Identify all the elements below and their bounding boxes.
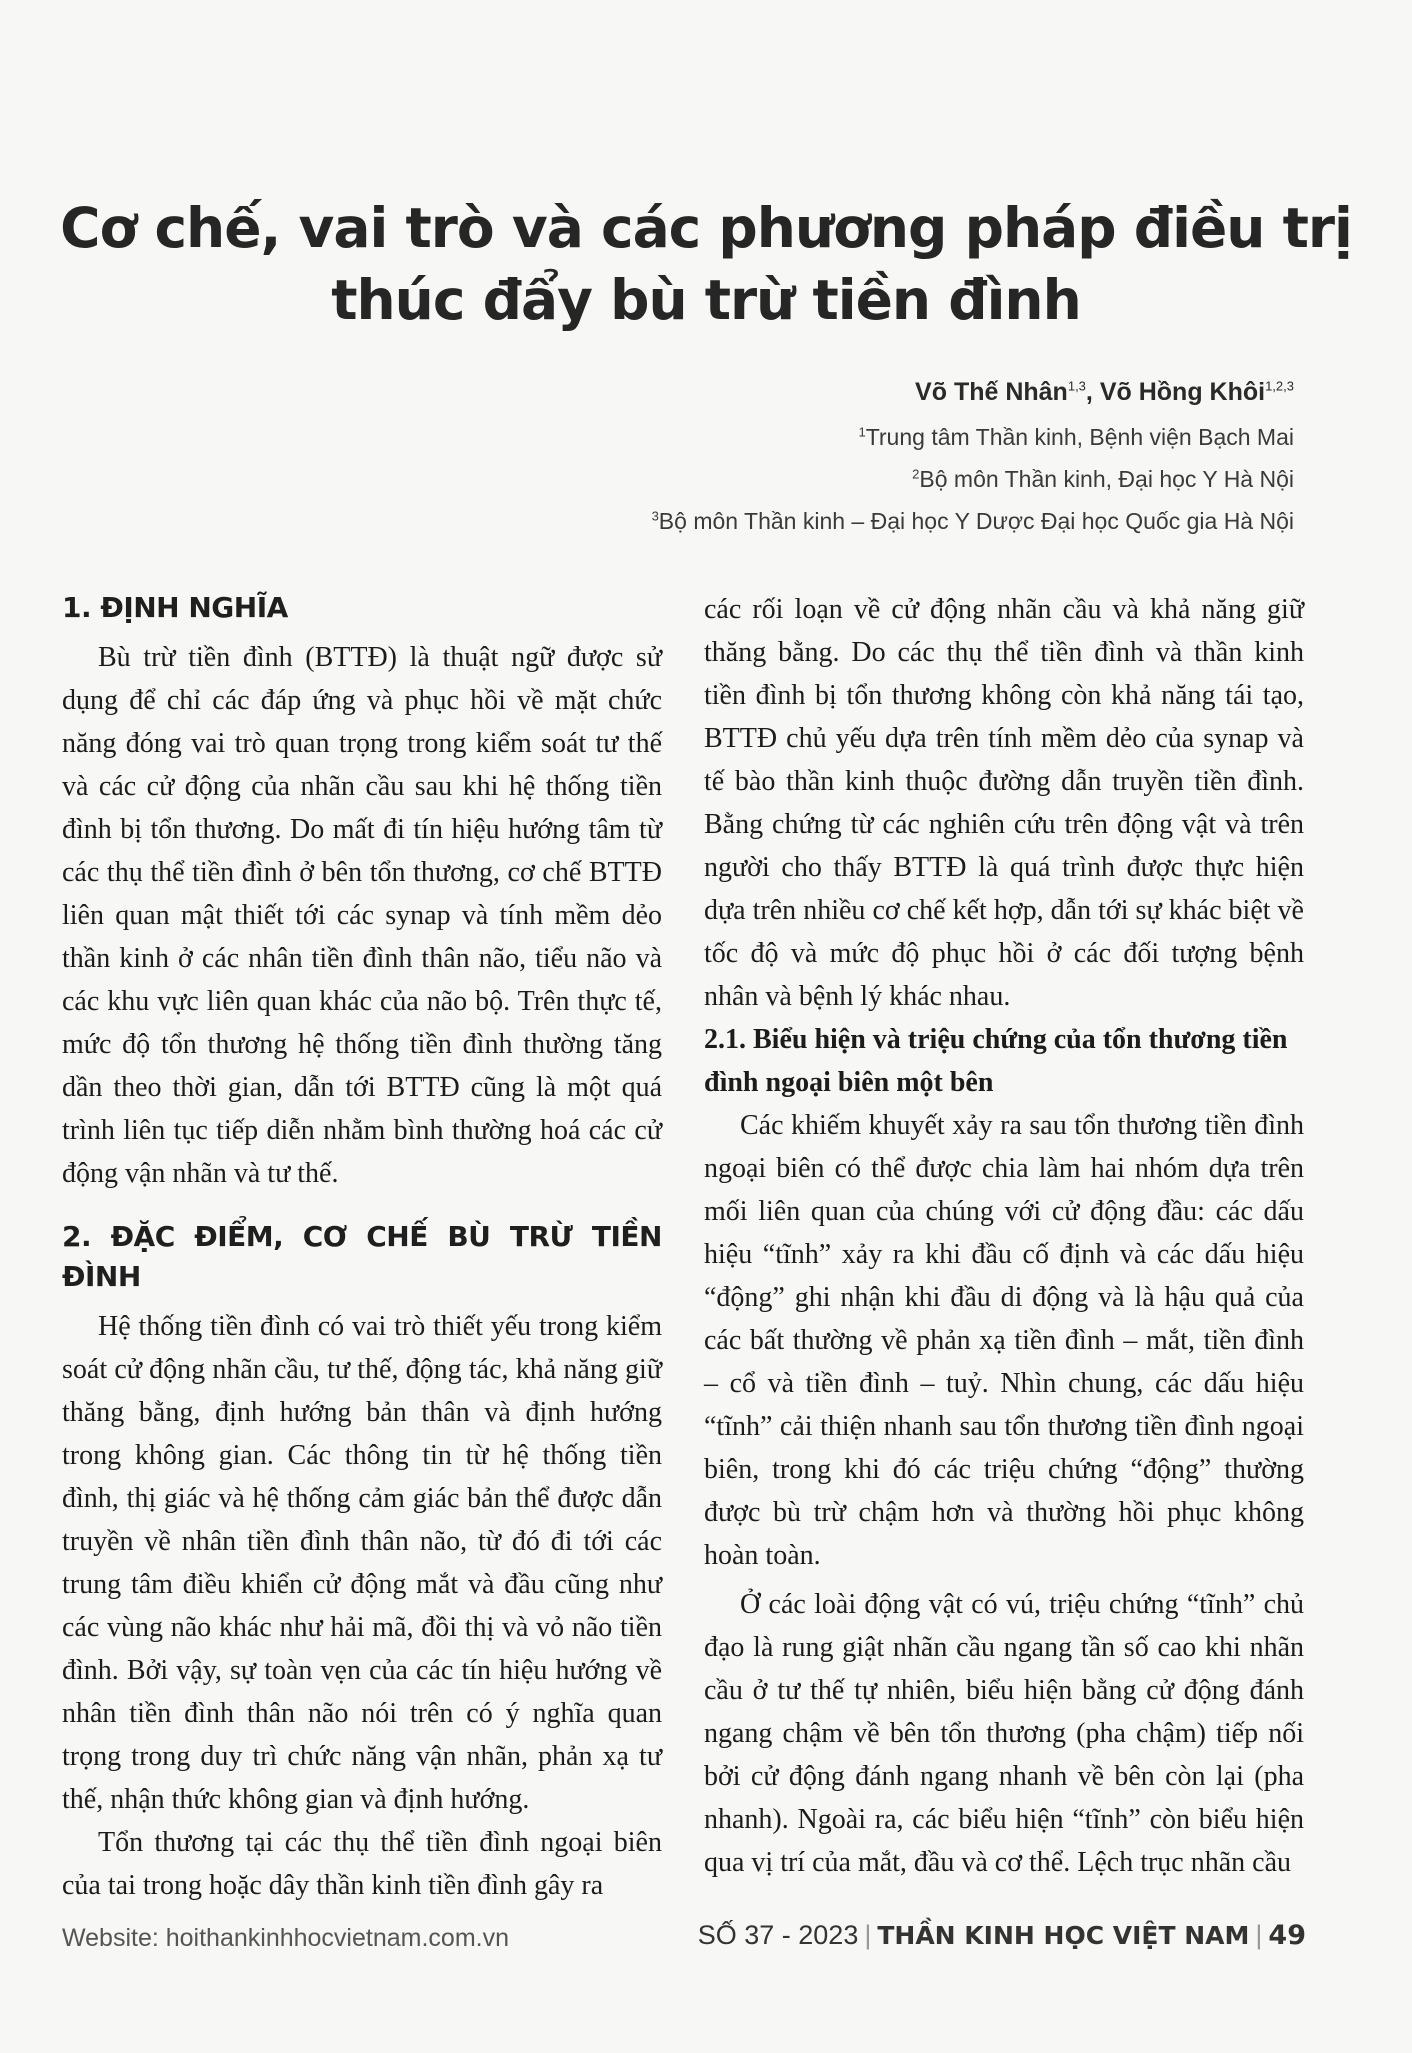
author-2-affiliation: 1,2,3 [1265,378,1294,394]
page-number: 49 [1268,1920,1306,1951]
footer-journal-info: SỐ 37 - 2023 | THẦN KINH HỌC VIỆT NAM | 49 [697,1920,1306,1951]
author-1-affiliation: 1,3 [1067,378,1086,394]
author-list [915,378,1294,407]
section-2-1-heading: 2.1. Biểu hiện và triệu chứng của tổn thương tiền đình ngoại biên một bên [704,1024,1288,1098]
section-2-paragraph-2: Tổn thương tại các thụ thể tiền đình ngoại biên của tai trong hoặc dây thần kinh tiền đình gây ra [62,1827,662,1901]
author-2: Võ Hồng Khôi [1099,378,1266,406]
title-line-2: thúc đẩy bù trừ tiền đình [331,268,1081,332]
footer-journal-name: THẦN KINH HỌC VIỆT NAM [877,1921,1250,1950]
author-separator: , [1085,378,1100,406]
section-2-1-paragraph-1: Các khiếm khuyết xảy ra sau tổn thương tiền đình ngoại biên có thể được chia làm hai nhóm dựa trên mối liên quan của chúng với cử động đầu: các dấu hiệu “tĩnh” xảy ra khi đầu cố định và các dấu hiệu “động” ghi nhận khi đầu di động và là hậu quả của các bất thường về phản xạ tiền đình – mắt, tiền đình – cổ và tiền đình – tuỷ. Nhìn chung, các dấu hiệu “tĩnh” cải thiện nhanh sau tổn thương tiền đình ngoại biên, trong khi đó các triệu chứng “động” thường được bù trừ chậm hơn và thường hồi phục không hoàn toàn. [704,1110,1304,1571]
section-2-1-paragraph-2: Ở các loài động vật có vú, triệu chứng “tĩnh” chủ đạo là rung giật nhãn cầu ngang tần số cao khi nhãn cầu ở tư thế tự nhiên, biểu hiện bằng cử động đánh ngang chậm về bên tổn thương (pha chậm) tiếp nối bởi cử động đánh ngang nhanh về bên còn lại (pha nhanh). Ngoài ra, các biểu hiện “tĩnh” còn biểu hiện qua vị trí của mắt, đầu và cơ thể. Lệch trục nhãn cầu [704,1589,1304,1878]
section-1-paragraph: Bù trừ tiền đình (BTTĐ) là thuật ngữ được sử dụng để chỉ các đáp ứng và phục hồi về mặt chức năng đóng vai trò quan trọng trong kiểm soát tư thế và các cử động của nhãn cầu sau khi hệ thống tiền đình bị tổn thương. Do mất đi tín hiệu hướng tâm từ các thụ thể tiền đình ở bên tổn thương, cơ chế BTTĐ liên quan mật thiết tới các synap và tính mềm dẻo thần kinh ở các nhân tiền đình thân não, tiểu não và các khu vực liên quan khác của não bộ. Trên thực tế, mức độ tổn thương hệ thống tiền đình thường tăng dần theo thời gian, dẫn tới BTTĐ cũng là một quá trình liên tục tiếp diễn nhằm bình thường hoá các cử động vận nhãn và tư thế. [62,642,662,1189]
section-1-heading: 1. ĐỊNH NGHĨA [62,591,288,624]
footer-website: Website: hoithankinhhocvietnam.com.vn [62,1924,509,1952]
section-2-heading: 2. ĐẶC ĐIỂM, CƠ CHẾ BÙ TRỪ TIỀN ĐÌNH [62,1220,662,1293]
article-title [60,192,1352,336]
right-column [704,588,1304,1884]
footer-issue: SỐ 37 - 2023 [697,1920,859,1950]
section-2-paragraph-1: Hệ thống tiền đình có vai trò thiết yếu trong kiểm soát cử động nhãn cầu, tư thế, động tác, khả năng giữ thăng bằng, định hướng bản thân và định hướng trong không gian. Các thông tin từ hệ thống tiền đình, thị giác và hệ thống cảm giác bản thể được dẫn truyền về nhân tiền đình thân não, từ đó đi tới các trung tâm điều khiển cử động mắt và đầu cũng như các vùng não khác như hải mã, đồi thị và vỏ não tiền đình. Bởi vậy, sự toàn vẹn của các tín hiệu hướng về nhân tiền đình thân não nói trên có ý nghĩa quan trọng trong duy trì chức năng vận nhãn, phản xạ tư thế, nhận thức không gian và định hướng. [62,1311,662,1815]
title-line-1: Cơ chế, vai trò và các phương pháp điều trị [60,196,1352,260]
left-column [62,588,662,1907]
continued-paragraph: các rối loạn về cử động nhãn cầu và khả năng giữ thăng bằng. Do các thụ thể tiền đình và thần kinh tiền đình bị tổn thương không còn khả năng tái tạo, BTTĐ chủ yếu dựa trên tính mềm dẻo của synap và tế bào thần kinh thuộc đường dẫn truyền tiền đình. Bằng chứng từ các nghiên cứu trên động vật và trên người cho thấy BTTĐ là quá trình được thực hiện dựa trên nhiều cơ chế kết hợp, dẫn tới sự khác biệt về tốc độ và mức độ phục hồi ở các đối tượng bệnh nhân và bệnh lý khác nhau. [704,594,1304,1012]
affiliation-3: $^3$Bộ môn Thần kinh – Đại học Y Dược Đại học Quốc gia Hà Nội [651,508,1294,534]
affiliation-1: $^1$Trung tâm Thần kinh, Bệnh viện Bạch Mai [858,424,1294,450]
author-1: Võ Thế Nhân [915,378,1068,406]
affiliation-2: $^2$Bộ môn Thần kinh, Đại học Y Hà Nội [912,466,1294,492]
